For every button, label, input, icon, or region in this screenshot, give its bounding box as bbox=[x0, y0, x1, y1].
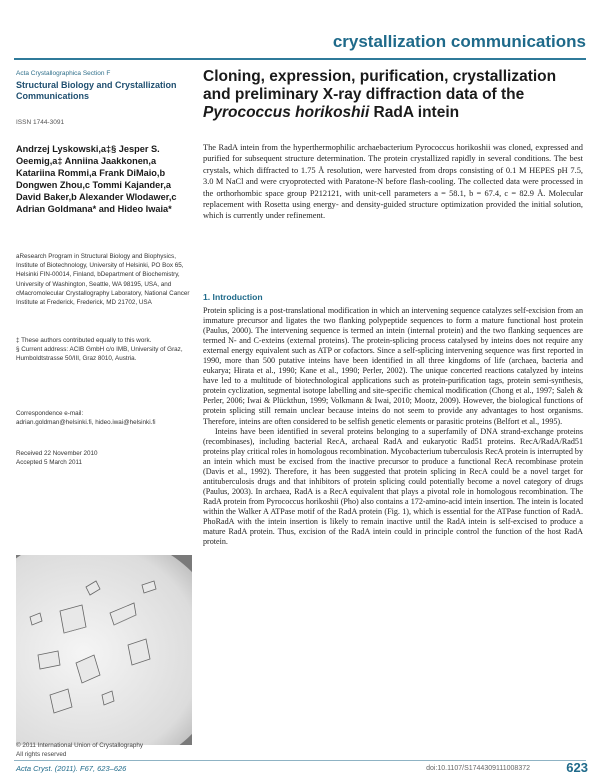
author-list: Andrzej Lyskowski,a‡§ Jesper S. Oeemig,a‡ Anniina Jaakkonen,a Katariina Rommi,a Frank DiMaio,b Dongwen Zhou,c Tommi Kajander,a David Baker,b Alexander Wlodawer,c Adrian Goldmana* and Hideo Iwaia* bbox=[16, 144, 177, 214]
received-date: Received 22 November 2010 bbox=[16, 450, 98, 457]
copyright-line: © 2011 International Union of Crystallography bbox=[16, 742, 144, 749]
issn: ISSN 1744-3091 bbox=[16, 119, 65, 126]
correspondence bbox=[16, 409, 191, 427]
title-end: RadA intein bbox=[369, 104, 460, 121]
title-species: Pyrococcus horikoshii bbox=[203, 104, 370, 121]
footer-citation: Acta Cryst. (2011). F67, 623–626 bbox=[16, 764, 127, 773]
journal-section-title: crystallization communications bbox=[332, 32, 586, 51]
affiliations: aResearch Program in Structural Biology and Biophysics, Institute of Biotechnology, University of Helsinki, PO Box 65, Helsinki FIN-00014, Finland, bDepartment of Biochemistry, University of Washington, Seattle, WA 98195, USA, and cMacromolecular Crystallography Laboratory, National Cancer Institute at Frederick, Frederick, MD 21702, USA bbox=[16, 253, 190, 307]
crystal-photo bbox=[16, 555, 192, 745]
copyright-notice bbox=[16, 741, 192, 759]
page-number: 623 bbox=[566, 760, 588, 775]
title-main: Cloning, expression, purification, crystallization and preliminary X-ray diffraction data of the bbox=[203, 68, 557, 103]
current-address-note: § Current address: ACIB GmbH c/o IMB, University of Graz, Humboldtstrasse 50/III, Graz 8010, Austria. bbox=[16, 346, 183, 363]
article-dates bbox=[16, 449, 191, 467]
intro-paragraph-1: Protein splicing is a post-translational modification in which an intervening sequence catalyzes self-excision from an immature precursor and ligates the two flanking polypeptide sequences to form a mature functional host protein (Paulus, 2000). The intervening sequence is termed an intein (internal protein) and the two flanking sequences are termed N- and C-exteins (external proteins). The protein-splicing process catalysed by inteins does not require any external energy equivalent such as ATP or cofactors. Since a self-splicing intervening sequence was first reported in 1990, more than 500 putative inteins have been identified in all three kingdoms of life (archaea, bacteria and eukarya; Hirata et al., 1990; Kane et al., 1990; Perler, 2002). The unique concerted reactions catalyzed by inteins have led to a multitude of biotechnological applications such as protein-purification tags, protein semi-synthesis, protein cyclization, segmental isotope labelling and site-specific chemical modification (Chong et al., 1997; Saleh & Perler, 2006; Iwai & Plückthun, 1999; Volkmann & Iwai, 2010; Mootz, 2009). However, the biological functions of protein splicing still remain unclear because inteins do not seem to provide any advantages to host organisms. Therefore, inteins are often considered to be selfish genetic elements or parasitic proteins (Belfort et al., 1995). bbox=[203, 306, 583, 426]
section-name: Structural Biology and Crystallization Communications bbox=[16, 80, 177, 101]
rights-line: All rights reserved bbox=[16, 751, 67, 758]
header-divider bbox=[14, 58, 586, 60]
footer-doi[interactable]: doi:10.1107/S1744309111008372 bbox=[426, 765, 530, 772]
correspondence-label: Correspondence e-mail: bbox=[16, 410, 84, 417]
author-notes bbox=[16, 336, 191, 364]
footer-divider bbox=[14, 760, 586, 761]
article-title bbox=[203, 68, 583, 122]
intro-paragraph-2: Inteins have been identified in several proteins belonging to a superfamily of DNA strand-exchange proteins (recombinases), including bacterial RecA, archaeal RadA and eukaryotic Rad51 proteins. RecA/RadA/Rad51 proteins play critical roles in homologous recombination. Mycobacterium tuberculosis RecA protein is interrupted by an intein which must be excised from the inactive precursor to produce a functional RecA recombinase protein (Davis et al., 1992). Therefore, it has been suggested that protein splicing in RecA could be a novel target for antituberculosis drugs and that inhibitors of protein splicing could potentially become a novel category of drugs (Paulus, 2003). In archaea, RadA is a RecA equivalent that plays a pivotal role in homologous recombination. The RadA protein from Pyrococcus horikoshii (Pho) also contains a 172-amino-acid intein insertion. The intein is located within the Walker A ATPase motif of the RadA protein (Fig. 1), which is essential for the ATPase function of RadA. PhoRadA with the intein insertion is likely to remain inactive until the RadA intein is self-excised to produce a mature RadA protein. Thus, excision of the RadA intein could in principle control the function of the host RadA protein. bbox=[203, 426, 583, 547]
journal-name: Acta Crystallographica Section F bbox=[16, 70, 111, 77]
introduction-heading: 1. Introduction bbox=[203, 292, 263, 302]
abstract: The RadA intein from the hyperthermophilic archaebacterium Pyrococcus horikoshii was cloned, expressed and purified for subsequent structure determination. The protein crystallized rapidly in several conditions. The best crystals, which diffracted to 1.75 Å resolution, were harvested from drops consisting of 0.1 M HEPES pH 7.5, 3.0 M NaCl and were cryoprotected with Paratone-N before flash-cooling. The collected data were processed in the orthorhombic space group P212121, with unit-cell parameters a = 58.1, b = 67.4, c = 82.9 Å. Molecular replacement with Rosetta using energy- and density-guided structure optimization provided the initial solution, which is currently under refinement. bbox=[203, 143, 583, 221]
introduction-body bbox=[203, 306, 583, 547]
equal-contribution-note: ‡ These authors contributed equally to this work. bbox=[16, 337, 152, 344]
correspondence-emails[interactable]: adrian.goldman@helsinki.fi, hideo.iwai@helsinki.fi bbox=[16, 419, 156, 427]
accepted-date: Accepted 5 March 2011 bbox=[16, 459, 83, 467]
